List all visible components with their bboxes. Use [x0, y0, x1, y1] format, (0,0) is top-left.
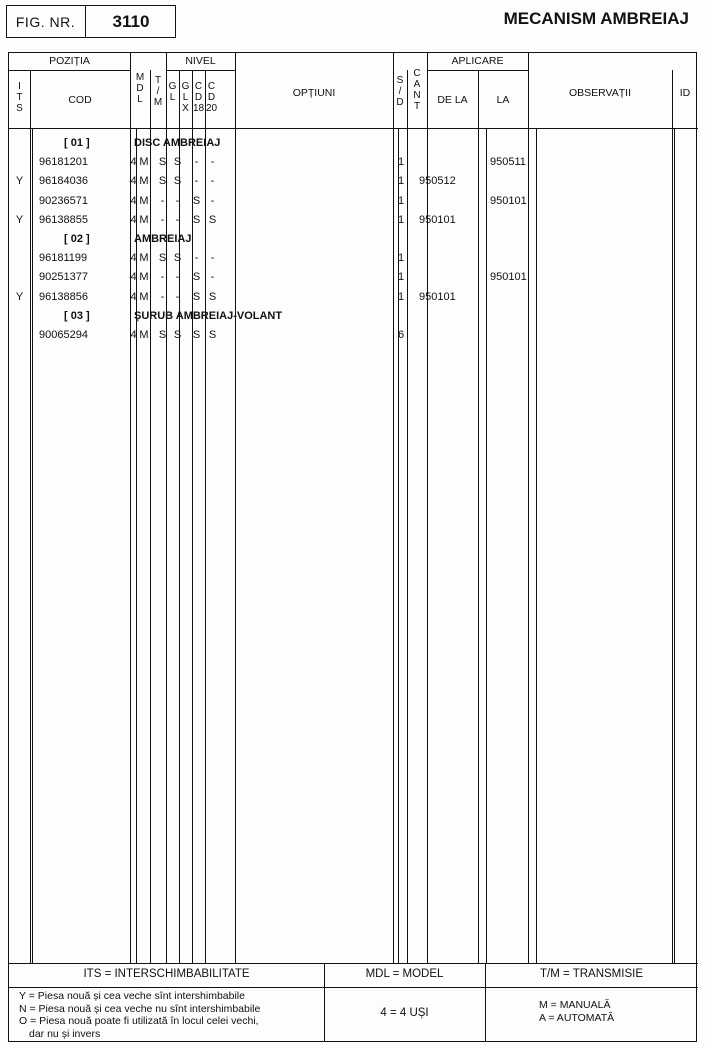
legend-mdl-title: MDL = MODEL [365, 968, 444, 980]
legend-tm-line: M = MANUALĂ [539, 999, 611, 1011]
group-position: [ 01 ] [64, 137, 90, 149]
nivel-glx-value: - [175, 290, 180, 303]
part-code: 96184036 [39, 175, 88, 188]
page-title: MECANISM AMBREIAJ [503, 9, 689, 28]
part-code: 96138856 [39, 290, 88, 303]
group-name: AMBREIAJ [134, 233, 192, 245]
part-code: 96181199 [39, 252, 88, 265]
legend-tm-title: T/M = TRANSMISIE [540, 968, 643, 980]
table-row [9, 252, 698, 271]
header-pozitia: POZIȚIA [49, 55, 90, 67]
row-divider [9, 128, 698, 129]
nivel-gl-value: S [158, 252, 167, 265]
part-code: 90065294 [39, 329, 88, 341]
row-divider [9, 987, 698, 988]
part-code: 96181201 [39, 156, 88, 169]
nivel-cd18-value: - [194, 156, 199, 169]
nivel-cd18-value: S [192, 329, 201, 341]
tm-value: M [139, 213, 149, 226]
table-row [9, 195, 698, 214]
header-cant-char: A [413, 79, 421, 90]
nivel-cd18-value: S [192, 271, 201, 284]
group-position: [ 03 ] [64, 309, 90, 322]
aplicare-la-value: 950511 [490, 156, 526, 169]
header-nivel-cd18-char: 18 [192, 103, 205, 114]
cant-value: 1 [397, 175, 405, 188]
column-divider [235, 53, 236, 70]
nivel-cd20-value: - [210, 271, 215, 284]
nivel-gl-value: S [158, 329, 167, 341]
tm-value: M [139, 271, 149, 284]
cant-value: 1 [397, 290, 405, 303]
header-nivel-cd20-char: C [207, 81, 216, 92]
nivel-cd20-value: S [208, 329, 217, 341]
header-sd-char: D [396, 97, 404, 108]
its-value: Y [15, 175, 24, 188]
nivel-cd18-value: - [194, 175, 199, 188]
legend-its-line: N = Piesa nouă și cea veche nu sînt intershimbabile [19, 1002, 261, 1015]
nivel-glx-value: S [173, 329, 182, 341]
group-position: [ 02 ] [64, 233, 90, 245]
cant-value: 6 [397, 329, 405, 341]
nivel-gl-value: - [160, 194, 165, 207]
cant-value: 1 [397, 156, 405, 169]
header-sd-char: S [396, 75, 404, 86]
nivel-cd20-value: - [210, 194, 215, 207]
table-row [9, 156, 698, 175]
figure-label: FIG. NR. [6, 5, 86, 38]
parts-table [8, 52, 697, 1042]
header-its-char: I [18, 81, 21, 92]
aplicare-la-value: 950101 [490, 271, 527, 284]
nivel-cd18-value: S [192, 290, 201, 303]
table-row [9, 329, 698, 348]
tm-value: M [139, 252, 149, 265]
nivel-cd20-value: - [210, 175, 215, 188]
header-nivel-cd18-char: D [194, 92, 203, 103]
aplicare-de-la-value: 950512 [419, 175, 456, 188]
header-its-char: S [16, 103, 23, 114]
nivel-cd20-value: - [210, 252, 215, 265]
group-header-row [9, 233, 698, 252]
header-nivel-cd20 [205, 81, 218, 114]
nivel-cd20-value: S [208, 290, 217, 303]
mdl-value: 4 [130, 156, 137, 169]
header-its [9, 81, 30, 114]
header-cant-char: C [413, 68, 421, 79]
header-nivel-cd20-char: 20 [205, 103, 218, 114]
header-optiuni: OPȚIUNI [292, 87, 336, 99]
mdl-value: 4 [130, 271, 137, 284]
header-la: LA [496, 94, 510, 106]
part-code: 90251377 [39, 271, 88, 284]
tm-value: M [139, 329, 149, 341]
cant-value: 1 [397, 194, 405, 207]
figure-number: 3110 [112, 11, 150, 31]
nivel-cd20-value: S [208, 213, 217, 226]
mdl-value: 4 [130, 213, 137, 226]
group-header-row [9, 137, 698, 156]
nivel-glx-value: - [175, 271, 180, 284]
legend-its-line: Y = Piesa nouă și cea veche sînt intershimbabile [19, 990, 245, 1002]
part-code: 90236571 [39, 194, 88, 207]
header-nivel-glx-char: G [181, 81, 190, 92]
tm-value: M [139, 290, 149, 303]
tm-value: M [139, 175, 149, 188]
header-de-la: DE LA [437, 94, 468, 106]
header-cant-char: T [413, 101, 421, 112]
header-cod: COD [68, 94, 92, 106]
aplicare-de-la-value: 950101 [419, 290, 456, 303]
table-row [9, 271, 698, 290]
nivel-cd18-value: - [194, 252, 199, 265]
aplicare-de-la-value: 950101 [419, 213, 456, 226]
header-observatii: OBSERVAȚII [568, 87, 632, 99]
header-tm-char: / [156, 86, 160, 97]
cant-value: 1 [397, 271, 405, 284]
column-divider [130, 53, 131, 70]
header-nivel: NIVEL [185, 55, 216, 67]
row-divider [427, 70, 528, 71]
header-mdl-char: L [137, 94, 143, 105]
header-nivel-cd20-char: D [207, 92, 216, 103]
nivel-gl-value: S [158, 156, 167, 169]
row-divider [9, 963, 698, 964]
header-cant [407, 68, 427, 112]
header-cant-char: N [413, 90, 421, 101]
tm-value: M [139, 156, 149, 169]
part-code: 96138855 [39, 213, 88, 226]
header-nivel-cd18-char: C [194, 81, 203, 92]
nivel-glx-value: S [173, 156, 182, 169]
header-nivel-glx [179, 81, 192, 114]
legend-mdl-line: 4 = 4 UȘI [380, 1007, 429, 1019]
legend-its-line: O = Piesa nouă poate fi utilizată în locul celei vechi, [19, 1015, 259, 1027]
nivel-gl-value: S [158, 175, 167, 188]
mdl-value: 4 [130, 194, 137, 207]
column-divider [528, 53, 529, 70]
header-tm-char: M [153, 97, 163, 108]
nivel-gl-value: - [160, 290, 165, 303]
group-name: DISC AMBREIAJ [134, 137, 221, 149]
header-nivel-gl-char: L [169, 92, 176, 103]
header-sd [393, 75, 407, 108]
legend-its-title: ITS = INTERSCHIMBABILITATE [83, 968, 250, 980]
aplicare-la-value: 950101 [490, 194, 527, 207]
nivel-glx-value: S [173, 175, 182, 188]
group-name: ȘURUB AMBREIAJ-VOLANT [134, 309, 283, 322]
mdl-value: 4 [130, 175, 137, 188]
table-row [9, 291, 698, 310]
mdl-value: 4 [130, 252, 137, 265]
header-tm-char: T [154, 75, 162, 86]
nivel-cd18-value: S [192, 213, 201, 226]
legend-tm-line: A = AUTOMATĂ [539, 1011, 615, 1024]
cant-value: 1 [397, 252, 405, 265]
its-value: Y [15, 290, 24, 303]
header-mdl [130, 72, 150, 105]
column-divider [393, 53, 394, 70]
header-nivel-cd18 [192, 81, 205, 114]
header-tm [150, 75, 166, 108]
nivel-cd18-value: S [192, 194, 201, 207]
table-row [9, 175, 698, 194]
header-nivel-gl-char: G [168, 81, 177, 92]
header-its-char: T [16, 92, 23, 103]
legend-its-line: dar nu și invers [29, 1027, 101, 1040]
nivel-glx-value: S [173, 252, 182, 265]
header-mdl-char: D [136, 83, 144, 94]
nivel-gl-value: - [160, 271, 165, 284]
header-aplicare: APLICARE [451, 55, 504, 67]
header-sd-char: / [398, 86, 402, 97]
mdl-value: 4 [130, 290, 137, 303]
header-nivel-glx-char: L [182, 92, 189, 103]
nivel-glx-value: - [175, 213, 180, 226]
tm-value: M [139, 194, 149, 207]
mdl-value: 4 [130, 329, 137, 341]
row-divider [9, 70, 130, 71]
its-value: Y [15, 213, 24, 226]
header-id: ID [679, 87, 691, 99]
table-row [9, 214, 698, 233]
cant-value: 1 [397, 213, 405, 226]
nivel-gl-value: - [160, 213, 165, 226]
row-divider [166, 70, 235, 71]
nivel-cd20-value: - [210, 156, 215, 169]
header-nivel-glx-char: X [182, 103, 189, 114]
nivel-glx-value: - [175, 194, 180, 207]
header-nivel-gl [166, 81, 179, 103]
header-mdl-char: M [135, 72, 145, 83]
group-header-row [9, 310, 698, 329]
